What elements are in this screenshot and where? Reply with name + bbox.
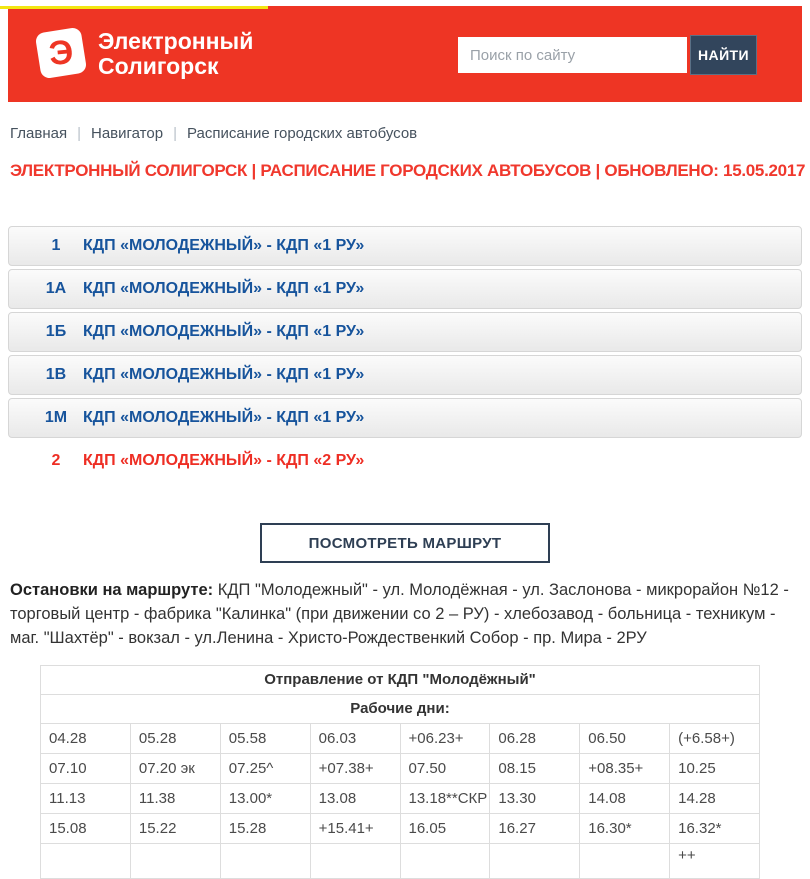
schedule-cell: 04.28 <box>41 723 131 753</box>
stops-label: Остановки на маршруте: <box>10 581 214 599</box>
page-load-progress-bar <box>0 6 268 9</box>
schedule-cell: 05.58 <box>220 723 310 753</box>
route-accordion-item[interactable] <box>8 226 802 266</box>
route-number: 2 <box>51 452 61 469</box>
schedule-row <box>41 843 760 878</box>
breadcrumb <box>10 125 800 143</box>
schedule-cell: 15.22 <box>130 813 220 843</box>
schedule-cell: 16.32* <box>670 813 760 843</box>
schedule-cell: 13.00* <box>220 783 310 813</box>
schedule-row <box>41 783 760 813</box>
route-number: 1А <box>45 280 67 297</box>
site-header <box>8 6 802 102</box>
schedule-cell: 06.03 <box>310 723 400 753</box>
schedule-cell: +08.35+ <box>580 753 670 783</box>
stops-text: КДП "Молодежный" - ул. Молодёжная - ул. Заслонова - микрорайон №12 - торговый центр - фабрика "Калинка" (при движении со 2 – РУ) - хлебозавод - больница - техникум - маг. "Шахтёр" - вокзал - ул.Ленина - Христо-Рождественкий Собор - пр. Мира - 2РУ <box>10 581 789 647</box>
schedule-table-title: Отправление от КДП "Молодёжный" <box>41 665 760 694</box>
search-input[interactable] <box>458 37 687 73</box>
logo-glyph-icon: Э <box>46 32 76 74</box>
route-title: КДП «МОЛОДЕЖНЫЙ» - КДП «1 РУ» <box>83 366 365 383</box>
schedule-table-subtitle-row <box>41 694 760 723</box>
schedule-cell <box>220 843 310 878</box>
brand-line2: Солигорск <box>98 53 219 80</box>
route-accordion-item[interactable] <box>8 312 802 352</box>
schedule-cell <box>310 843 400 878</box>
search-button[interactable]: НАЙТИ <box>690 35 757 75</box>
schedule-cell: ++ <box>670 843 760 878</box>
schedule-cell <box>130 843 220 878</box>
site-brand-name[interactable] <box>98 29 253 80</box>
schedule-cell: +15.41+ <box>310 813 400 843</box>
schedule-cell: 07.10 <box>41 753 131 783</box>
breadcrumb-item: Расписание городских автобусов <box>186 125 418 142</box>
schedule-cell <box>41 843 131 878</box>
schedule-cell: 07.20 эк <box>130 753 220 783</box>
route-accordion-item[interactable] <box>8 355 802 395</box>
schedule-cell <box>580 843 670 878</box>
route-title: КДП «МОЛОДЕЖНЫЙ» - КДП «1 РУ» <box>83 323 365 340</box>
breadcrumb-separator: | <box>77 125 81 142</box>
breadcrumb-separator: | <box>173 125 177 142</box>
departure-schedule-table <box>40 665 760 879</box>
schedule-cell: 13.30 <box>490 783 580 813</box>
route-stops-description <box>10 579 800 651</box>
schedule-cell: 16.30* <box>580 813 670 843</box>
schedule-cell: 15.28 <box>220 813 310 843</box>
route-accordion-list <box>8 226 802 481</box>
route-title: КДП «МОЛОДЕЖНЫЙ» - КДП «1 РУ» <box>83 280 365 297</box>
breadcrumb-item[interactable]: Главная <box>10 125 68 142</box>
schedule-cell: 14.08 <box>580 783 670 813</box>
schedule-cell: 13.18**СКР <box>400 783 490 813</box>
breadcrumb-item[interactable]: Навигатор <box>91 125 164 142</box>
brand-logo[interactable] <box>35 27 88 80</box>
schedule-cell: 10.25 <box>670 753 760 783</box>
schedule-table-subtitle: Рабочие дни: <box>41 694 760 723</box>
schedule-cell: +07.38+ <box>310 753 400 783</box>
schedule-cell: 13.08 <box>310 783 400 813</box>
schedule-cell: 16.27 <box>490 813 580 843</box>
route-number: 1В <box>45 366 67 383</box>
schedule-cell: 05.28 <box>130 723 220 753</box>
schedule-cell: 06.50 <box>580 723 670 753</box>
schedule-cell: 07.50 <box>400 753 490 783</box>
schedule-cell: 14.28 <box>670 783 760 813</box>
schedule-row <box>41 753 760 783</box>
route-accordion-item[interactable] <box>8 398 802 438</box>
route-accordion-item[interactable] <box>8 441 802 481</box>
schedule-cell: (+6.58+) <box>670 723 760 753</box>
schedule-cell: 11.38 <box>130 783 220 813</box>
route-title: КДП «МОЛОДЕЖНЫЙ» - КДП «1 РУ» <box>83 409 365 426</box>
schedule-cell: 07.25^ <box>220 753 310 783</box>
view-route-button[interactable]: ПОСМОТРЕТЬ МАРШРУТ <box>260 523 550 563</box>
route-number: 1Б <box>45 323 67 340</box>
brand-line1: Электронный <box>98 28 254 54</box>
route-title: КДП «МОЛОДЕЖНЫЙ» - КДП «1 РУ» <box>83 237 365 254</box>
schedule-cell <box>400 843 490 878</box>
schedule-cell <box>490 843 580 878</box>
schedule-cell: 16.05 <box>400 813 490 843</box>
route-title: КДП «МОЛОДЕЖНЫЙ» - КДП «2 РУ» <box>83 452 365 469</box>
schedule-cell: +06.23+ <box>400 723 490 753</box>
schedule-cell: 11.13 <box>41 783 131 813</box>
schedule-cell: 15.08 <box>41 813 131 843</box>
schedule-table-title-row <box>41 665 760 694</box>
schedule-row <box>41 813 760 843</box>
route-accordion-item[interactable] <box>8 269 802 309</box>
schedule-cell: 06.28 <box>490 723 580 753</box>
schedule-row <box>41 723 760 753</box>
page-title: ЭЛЕКТРОННЫЙ СОЛИГОРСК | РАСПИСАНИЕ ГОРОДСКИХ АВТОБУСОВ | ОБНОВЛЕНО: 15.05.2017 <box>10 161 806 180</box>
schedule-cell: 08.15 <box>490 753 580 783</box>
route-number: 1М <box>44 409 68 426</box>
route-number: 1 <box>51 237 61 254</box>
